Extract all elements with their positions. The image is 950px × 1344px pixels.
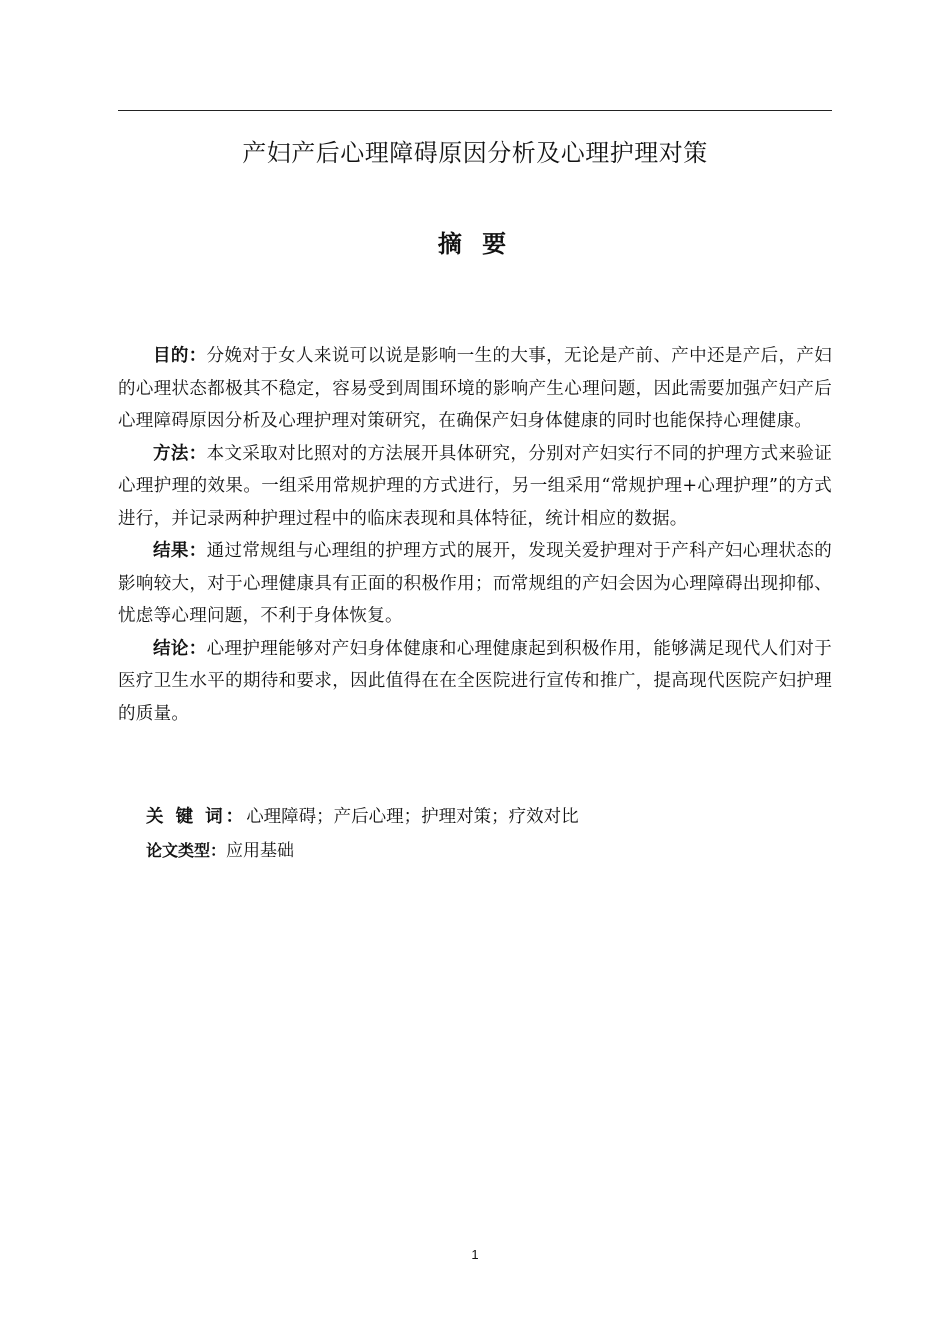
- keywords-value: 心理障碍；产后心理；护理对策；疗效对比: [246, 807, 579, 827]
- paragraph-label: 方法: [153, 443, 189, 464]
- paragraph-text: 心理护理能够对产妇身体健康和心理健康起到积极作用，能够满足现代人们对于医疗卫生水平的期待和要求，因此值得在在全医院进行宣传和推广，提高现代医院产妇护理的质量。: [118, 638, 832, 724]
- keywords-label: 关 键 词：: [146, 807, 247, 827]
- paragraph-text: 通过常规组与心理组的护理方式的展开，发现关爱护理对于产科产妇心理状态的影响较大，对于心理健康具有正面的积极作用；而常规组的产妇会因为心理障碍出现抑郁、忧虑等心理问题，不利于身体恢复。: [118, 541, 832, 626]
- document-type-line: [146, 836, 832, 866]
- abstract-heading: 摘 要: [437, 229, 513, 258]
- paragraph-label-colon: ：: [188, 638, 207, 659]
- document-title: 产妇产后心理障碍原因分析及心理护理对策: [242, 139, 708, 167]
- document-type-label: 论文类型：: [146, 841, 227, 860]
- paragraph-label: 结果: [153, 541, 189, 561]
- paragraph-text: 分娩对于女人来说可以说是影响一生的大事，无论是产前、产中还是产后，产妇的心理状态都极其不稳定，容易受到周围环境的影响产生心理问题，因此需要加强产妇产后心理障碍原因分析及心理护理对策研究，在确保产妇身体健康的同时也能保持心理健康。: [118, 346, 832, 431]
- keywords-line: [146, 802, 832, 832]
- abstract-paragraph-result: [118, 535, 832, 633]
- abstract-body: [118, 340, 832, 730]
- document-type-value: 应用基础: [226, 841, 295, 861]
- header-rule: [118, 110, 832, 111]
- paragraph-label: 目的: [153, 346, 189, 366]
- abstract-paragraph-conclusion: [118, 633, 832, 731]
- paragraph-label-colon: ：: [188, 443, 207, 464]
- abstract-paragraph-purpose: [118, 340, 832, 438]
- paragraph-label: 结论: [153, 638, 189, 659]
- paragraph-label-colon: ：: [188, 541, 207, 561]
- paragraph-label-colon: ：: [188, 346, 207, 366]
- paragraph-text: 本文采取对比照对的方法展开具体研究，分别对产妇实行不同的护理方式来验证心理护理的效果。一组采用常规护理的方式进行，另一组采用“常规护理+心理护理”的方式进行，并记录两种护理过程中的临床表现和具体特征，统计相应的数据。: [118, 443, 832, 529]
- page-number: 1: [471, 1247, 479, 1262]
- abstract-paragraph-method: [118, 438, 832, 536]
